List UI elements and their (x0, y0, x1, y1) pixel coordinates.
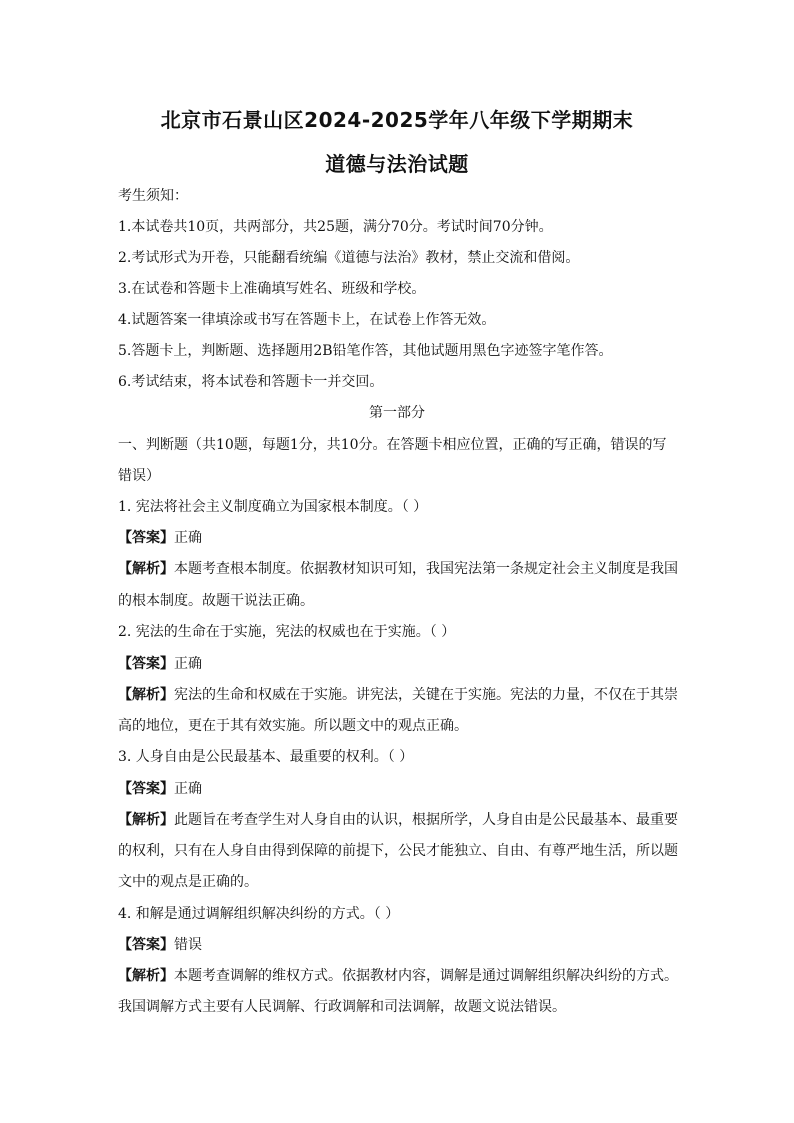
analysis-text: 本题考查调解的维权方式。依据教材内容，调解是通过调解组织解决纠纷的方式。 (174, 968, 678, 984)
section-heading: 一、判断题（共10题，每题1分，共10分。在答题卡相应位置，正确的写正确，错误的写 (118, 437, 667, 453)
notice-item: 4.试题答案一律填涂或书写在答题卡上，在试卷上作答无效。 (118, 312, 496, 328)
analysis-text: 我国调解方式主要有人民调解、行政调解和司法调解，故题文说法错误。 (118, 999, 566, 1015)
question-stem: 1. 宪法将社会主义制度确立为国家根本制度。（ ） (118, 499, 428, 515)
question-stem: 2. 宪法的生命在于实施，宪法的权威也在于实施。（ ） (118, 624, 456, 640)
analysis-text: 文中的观点是正确的。 (118, 874, 258, 890)
analysis-line (118, 686, 688, 704)
part-title: 第一部分 (369, 405, 425, 421)
section-heading-continued: 错误） (118, 468, 160, 484)
question-stem: 4. 和解是通过调解组织解决纠纷的方式。（ ） (118, 906, 400, 922)
answer-value: 错误 (174, 937, 202, 953)
answer-tag: 【答案】 (118, 781, 174, 797)
answer-tag: 【答案】 (118, 530, 174, 546)
analysis-tag: 【解析】 (118, 561, 174, 577)
analysis-line (118, 967, 688, 985)
analysis-tag: 【解析】 (118, 687, 174, 703)
answer-line (118, 655, 688, 673)
analysis-line (118, 560, 688, 578)
exam-title: 北京市石景山区2024-2025学年八年级下学期期末 (160, 108, 634, 132)
notice-heading: 考生须知： (118, 188, 188, 204)
answer-line (118, 936, 688, 954)
answer-tag: 【答案】 (118, 656, 174, 672)
answer-tag: 【答案】 (118, 937, 174, 953)
answer-line (118, 529, 688, 547)
notice-item: 3.在试卷和答题卡上准确填写姓名、班级和学校。 (118, 281, 426, 297)
answer-value: 正确 (174, 781, 202, 797)
analysis-text: 高的地位，更在于其有效实施。所以题文中的观点正确。 (118, 718, 468, 734)
notice-item: 1.本试卷共10页，共两部分，共25题，满分70分。考试时间70分钟。 (118, 219, 553, 235)
notice-item: 6.考试结束，将本试卷和答题卡一并交回。 (118, 374, 384, 390)
analysis-text: 本题考查根本制度。依据教材知识可知，我国宪法第一条规定社会主义制度是我国 (174, 561, 678, 577)
notice-item: 2.考试形式为开卷，只能翻看统编《道德与法治》教材，禁止交流和借阅。 (118, 250, 580, 266)
analysis-text: 此题旨在考查学生对人身自由的认识，根据所学，人身自由是公民最基本、最重要 (174, 812, 678, 828)
analysis-line (118, 811, 688, 829)
question-stem: 3. 人身自由是公民最基本、最重要的权利。（ ） (118, 749, 414, 765)
answer-value: 正确 (174, 656, 202, 672)
answer-value: 正确 (174, 530, 202, 546)
analysis-tag: 【解析】 (118, 968, 174, 984)
exam-subtitle: 道德与法治试题 (325, 152, 469, 176)
analysis-text: 宪法的生命和权威在于实施。讲宪法，关键在于实施。宪法的力量，不仅在于其崇 (174, 687, 678, 703)
analysis-text: 的根本制度。故题干说法正确。 (118, 593, 314, 609)
analysis-text: 的权利，只有在人身自由得到保障的前提下，公民才能独立、自由、有尊严地生活，所以题 (118, 843, 678, 859)
answer-line (118, 780, 688, 798)
analysis-tag: 【解析】 (118, 812, 174, 828)
notice-item: 5.答题卡上，判断题、选择题用2B铅笔作答，其他试题用黑色字迹签字笔作答。 (118, 343, 613, 359)
